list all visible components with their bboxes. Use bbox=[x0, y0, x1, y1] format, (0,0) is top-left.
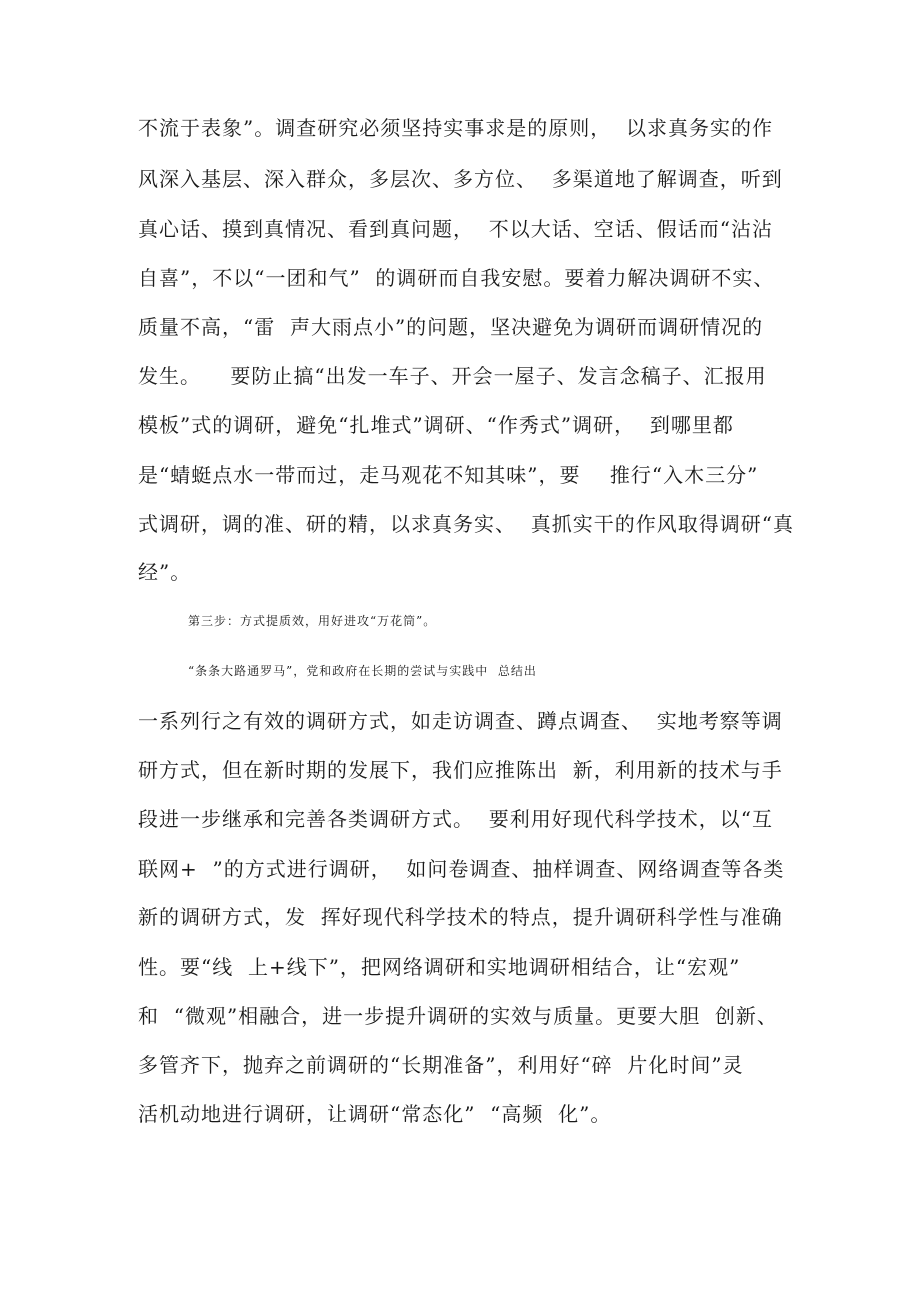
text-line: 联网+ ”的方式进行调研， 如问卷调查、抽样调查、网络调查等各类 bbox=[138, 857, 785, 881]
text-line: 质量不高，“雷 声大雨点小”的问题，坚决避免为调研而调研情况的 bbox=[138, 315, 764, 339]
text-line: 自喜”，不以“一团和气” 的调研而自我安慰。要着力解决调研不实、 bbox=[138, 266, 775, 290]
text-line: 多管齐下，抛弃之前调研的“长期准备”，利用好“碎 片化时间”灵 bbox=[138, 1053, 744, 1077]
section-heading: 第三步：方式提质效，用好进攻“万花筒”。 bbox=[188, 614, 437, 628]
text-line: 新的调研方式，发 挥好现代科学技术的特点，提升调研科学性与准确 bbox=[138, 905, 783, 929]
text-line: 不流于表象”。调查研究必须坚持实事求是的原则， 以求真务实的作 bbox=[138, 116, 773, 140]
text-line: 活机动地进行调研，让调研“常态化” “高频 化”。 bbox=[138, 1102, 612, 1126]
text-line: 经”。 bbox=[138, 560, 192, 584]
text-line: 一系列行之有效的调研方式，如走访调查、蹲点调查、 实地考察等调 bbox=[138, 709, 783, 733]
text-line: 模板”式的调研，避免“扎堆式”调研、“作秀式”调研， 到哪里都 bbox=[138, 413, 734, 437]
text-line: 发生。 要防止搞“出发一车子、开会一屋子、发言念稿子、汇报用 bbox=[138, 364, 767, 388]
text-line: 式调研，调的准、研的精，以求真务实、 真抓实干的作风取得调研“真 bbox=[138, 512, 794, 536]
text-line: 是“蜻蜓点水一带而过，走马观花不知其味”，要 推行“入木三分” bbox=[138, 463, 759, 487]
text-line: 和 “微观”相融合，进一步提升调研的实效与质量。更要大胆 创新、 bbox=[138, 1004, 778, 1028]
text-line: 性。要“线 上+线下”，把网络调研和实地调研相结合，让“宏观” bbox=[138, 955, 741, 979]
text-line: 研方式，但在新时期的发展下，我们应推陈出 新，利用新的技术与手 bbox=[138, 758, 783, 782]
text-line: 真心话、摸到真情况、看到真问题， 不以大话、空话、假话而“沾沾 bbox=[138, 217, 773, 241]
text-line: 风深入基层、深入群众，多层次、多方位、 多渠道地了解调查，听到 bbox=[138, 167, 783, 191]
text-line: “条条大路通罗马”，党和政府在长期的尝试与实践中 总结出 bbox=[188, 664, 537, 678]
text-line: 段进一步继承和完善各类调研方式。 要利用好现代科学技术，以“互 bbox=[138, 807, 773, 831]
